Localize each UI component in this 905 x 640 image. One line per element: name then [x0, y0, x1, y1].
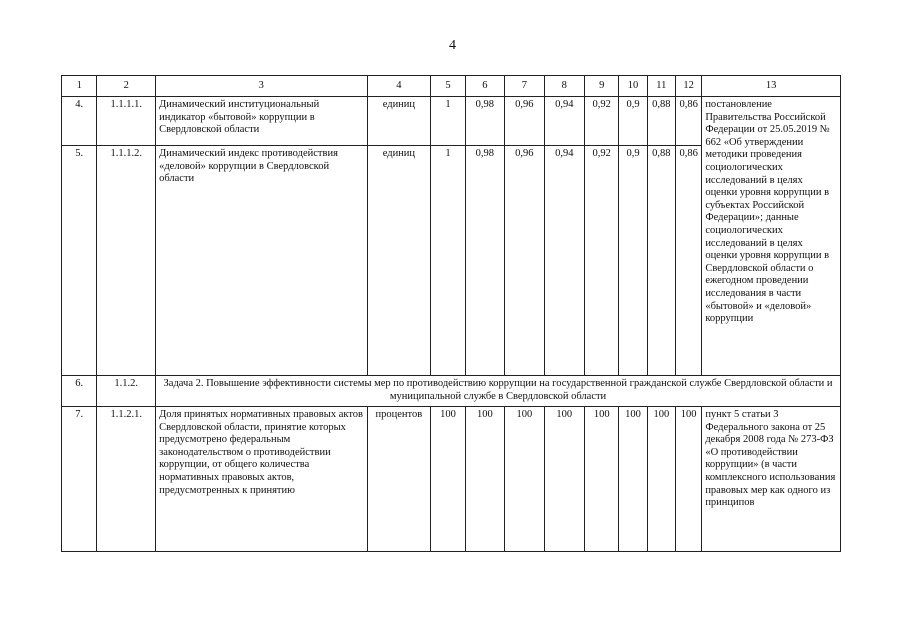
row-number: 5.: [62, 146, 97, 376]
unit: процентов: [367, 407, 431, 552]
value-cell: 100: [619, 407, 647, 552]
header-cell: 5: [431, 76, 465, 97]
value-cell: 0,94: [544, 97, 584, 146]
header-cell: 8: [544, 76, 584, 97]
unit: единиц: [367, 146, 431, 376]
task-row: [62, 376, 841, 407]
basis-cell: постановление Правительства Российской Федерации от 25.05.2019 № 662 «Об утверждении методики проведения социологических исследований в целях оценки уровня коррупции в субъектах Российской Федерации»; данные социологических исследований в целях оценки уровня коррупции в Свердловской области о ежегодном проведении исследования в части «бытовой» и «деловой» коррупции: [702, 97, 841, 376]
value-cell: 100: [544, 407, 584, 552]
row-number: 4.: [62, 97, 97, 146]
row-code: 1.1.2.1.: [97, 407, 156, 552]
value-cell: 0,88: [647, 97, 675, 146]
header-cell: 9: [585, 76, 619, 97]
indicator-name: Доля принятых нормативных правовых актов Свердловской области, принятие которых предусмотрено федеральным законодательством о противодействии коррупции, от общего количества нормативных правовых актов, предусмотренных к принятию: [156, 407, 367, 552]
table-header-row: [62, 76, 841, 97]
value-cell: 0,92: [585, 97, 619, 146]
table-row: [62, 97, 841, 146]
value-cell: 0,98: [465, 97, 504, 146]
value-cell: 100: [676, 407, 702, 552]
indicator-name: Динамический институциональный индикатор «бытовой» коррупции в Свердловской области: [156, 97, 367, 146]
indicator-name: Динамический индекс противодействия «деловой» коррупции в Свердловской области: [156, 146, 367, 376]
table-row: [62, 407, 841, 552]
header-cell: 4: [367, 76, 431, 97]
header-cell: 7: [505, 76, 544, 97]
value-cell: 0,88: [647, 146, 675, 376]
header-cell: 1: [62, 76, 97, 97]
row-code: 1.1.2.: [97, 376, 156, 407]
row-number: 6.: [62, 376, 97, 407]
header-cell: 2: [97, 76, 156, 97]
value-cell: 100: [431, 407, 465, 552]
value-cell: 0,92: [585, 146, 619, 376]
header-cell: 3: [156, 76, 367, 97]
value-cell: 0,98: [465, 146, 504, 376]
value-cell: 0,86: [676, 97, 702, 146]
header-cell: 12: [676, 76, 702, 97]
indicators-table: [61, 75, 841, 552]
row-code: 1.1.1.1.: [97, 97, 156, 146]
row-number: 7.: [62, 407, 97, 552]
value-cell: 0,94: [544, 146, 584, 376]
value-cell: 0,86: [676, 146, 702, 376]
value-cell: 100: [465, 407, 504, 552]
task-title: Задача 2. Повышение эффективности системы мер по противодействию коррупции на государственной гражданской службе Свердловской области и муниципальной службе в Свердловской области: [156, 376, 841, 407]
unit: единиц: [367, 97, 431, 146]
value-cell: 100: [505, 407, 544, 552]
basis-cell: пункт 5 статьи 3 Федерального закона от 25 декабря 2008 года № 273-ФЗ «О противодействии коррупции» (в части комплексного использования правовых мер как одного из принципов: [702, 407, 841, 552]
value-cell: 0,96: [505, 146, 544, 376]
page-number: 4: [449, 38, 456, 53]
value-cell: 0,9: [619, 97, 647, 146]
row-code: 1.1.1.2.: [97, 146, 156, 376]
header-cell: 10: [619, 76, 647, 97]
value-cell: 100: [585, 407, 619, 552]
value-cell: 100: [647, 407, 675, 552]
value-cell: 1: [431, 146, 465, 376]
value-cell: 0,9: [619, 146, 647, 376]
value-cell: 1: [431, 97, 465, 146]
header-cell: 11: [647, 76, 675, 97]
header-cell: 13: [702, 76, 841, 97]
value-cell: 0,96: [505, 97, 544, 146]
header-cell: 6: [465, 76, 504, 97]
